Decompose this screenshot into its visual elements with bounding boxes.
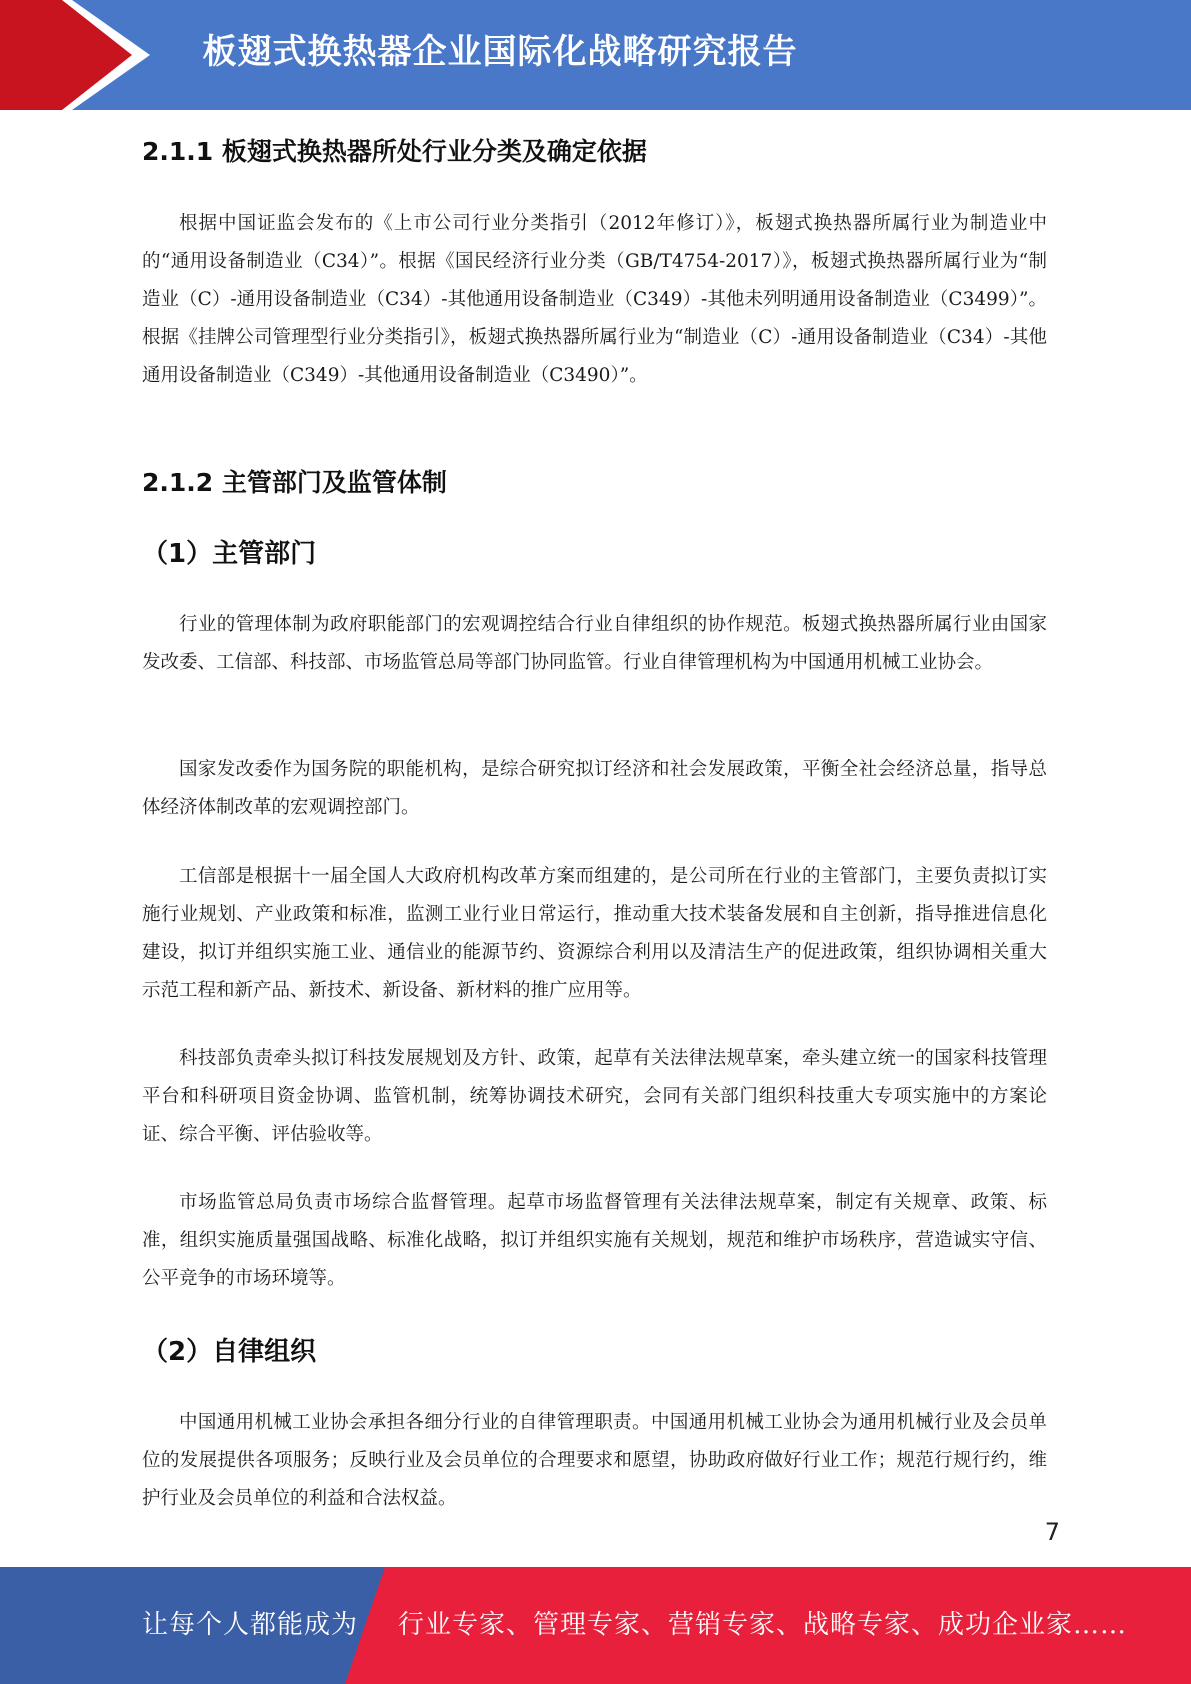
page-number: 7	[1044, 1518, 1060, 1546]
page-header	[0, 0, 1191, 110]
page-footer	[0, 1567, 1191, 1684]
footer-slogan-left: 让每个人都能成为	[142, 1610, 359, 1640]
paragraph-industry-classification: 根据中国证监会发布的《上市公司行业分类指引（2012年修订）》，板翅式换热器所属行业为制造业中的“通用设备制造业（C34）”。根据《国民经济行业分类（GB/T4754-2017）》，板翅式换热器所属行业为“制造业（C）-通用设备制造业（C34）-其他通用设备制造业（C349）-其他未列明通用设备制造业（C3499）”。根据《挂牌公司管理型行业分类指引》，板翅式换热器所属行业为“制造业（C）-通用设备制造业（C34）-其他通用设备制造业（C349）-其他通用设备制造业（C3490）”。	[142, 213, 1047, 386]
paragraph-management-system: 行业的管理体制为政府职能部门的宏观调控结合行业自律组织的协作规范。板翅式换热器所属行业由国家发改委、工信部、科技部、市场监管总局等部门协同监管。行业自律管理机构为中国通用机械工业协会。	[142, 614, 1047, 673]
subheading-authorities: （1）主管部门	[142, 539, 317, 569]
report-title: 板翅式换热器企业国际化战略研究报告	[202, 32, 798, 72]
paragraph-samr: 市场监管总局负责市场综合监督管理。起草市场监督管理有关法律法规草案，制定有关规章、政策、标准，组织实施质量强国战略、标准化战略，拟订并组织实施有关规划，规范和维护市场秩序，营造诚实守信、公平竞争的市场环境等。	[142, 1192, 1047, 1289]
header-arrow-icon	[0, 0, 160, 110]
paragraph-most: 科技部负责牵头拟订科技发展规划及方针、政策，起草有关法律法规草案，牵头建立统一的国家科技管理平台和科研项目资金协调、监管机制，统筹协调技术研究，会同有关部门组织科技重大专项实施中的方案论证、综合平衡、评估验收等。	[142, 1048, 1047, 1145]
subheading-self-regulation: （2）自律组织	[142, 1337, 317, 1367]
paragraph-ndrc: 国家发改委作为国务院的职能机构，是综合研究拟订经济和社会发展政策，平衡全社会经济总量，指导总体经济体制改革的宏观调控部门。	[142, 759, 1047, 818]
paragraph-association: 中国通用机械工业协会承担各细分行业的自律管理职责。中国通用机械工业协会为通用机械行业及会员单位的发展提供各项服务；反映行业及会员单位的合理要求和愿望，协助政府做好行业工作；规范行规行约，维护行业及会员单位的利益和合法权益。	[142, 1412, 1047, 1509]
section-heading-2-1-2: 2.1.2 主管部门及监管体制	[142, 468, 447, 497]
paragraph-miit: 工信部是根据十一届全国人大政府机构改革方案而组建的，是公司所在行业的主管部门，主要负责拟订实施行业规划、产业政策和标准，监测工业行业日常运行，推动重大技术装备发展和自主创新，指导推进信息化建设，拟订并组织实施工业、通信业的能源节约、资源综合利用以及清洁生产的促进政策，组织协调相关重大示范工程和新产品、新技术、新设备、新材料的推广应用等。	[142, 866, 1047, 1001]
footer-slogan-right: 行业专家、管理专家、营销专家、战略专家、成功企业家……	[398, 1610, 1128, 1640]
section-heading-2-1-1: 2.1.1 板翅式换热器所处行业分类及确定依据	[142, 137, 647, 166]
